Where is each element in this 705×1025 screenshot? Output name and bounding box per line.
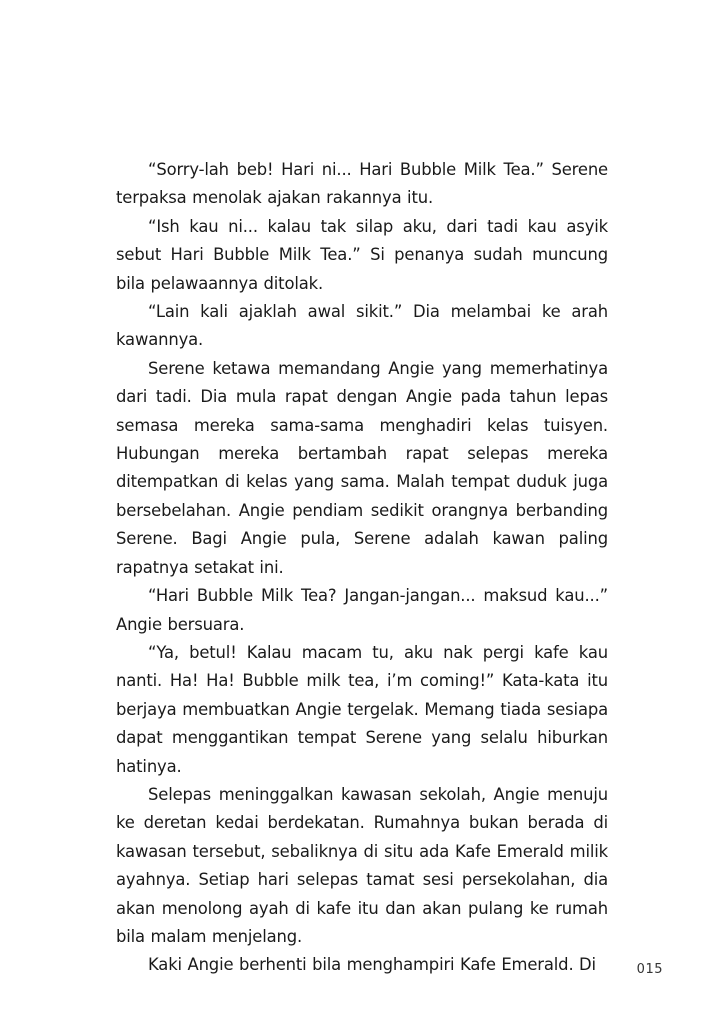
paragraph: Serene ketawa memandang Angie yang memerhatinya dari tadi. Dia mula rapat dengan Angie pada tahun lepas semasa mereka sama-sama menghadiri kelas tuisyen. Hubungan mereka bertambah rapat selepas mereka ditempatkan di kelas yang sama. Malah tempat duduk juga bersebelahan. Angie pendiam sedikit orangnya berbanding Serene. Bagi Angie pula, Serene adalah kawan paling rapatnya setakat ini.	[116, 358, 608, 577]
paragraph: “Lain kali ajaklah awal sikit.” Dia melambai ke arah kawannya.	[116, 302, 608, 350]
page-number: 015	[636, 962, 663, 977]
paragraph: “Hari Bubble Milk Tea? Jangan-jangan... maksud kau...” Angie bersuara.	[116, 586, 608, 634]
paragraph: “Sorry-lah beb! Hari ni... Hari Bubble Milk Tea.” Serene terpaksa menolak ajakan rakannya itu.	[116, 160, 608, 208]
body-text	[116, 156, 608, 980]
paragraph: “Ish kau ni... kalau tak silap aku, dari tadi kau asyik sebut Hari Bubble Milk Tea.” Si penanya sudah muncung bila pelawaannya ditolak.	[116, 216, 608, 293]
paragraph: Kaki Angie berhenti bila menghampiri Kafe Emerald. Di	[148, 955, 596, 975]
paragraph: “Ya, betul! Kalau macam tu, aku nak pergi kafe kau nanti. Ha! Ha! Bubble milk tea, i’m coming!” Kata-kata itu berjaya membuatkan Angie tergelak. Memang tiada sesiapa dapat menggantikan tempat Serene yang selalu hiburkan hatinya.	[116, 642, 608, 776]
paragraph: Selepas meninggalkan kawasan sekolah, Angie menuju ke deretan kedai berdekatan. Rumahnya bukan berada di kawasan tersebut, sebaliknya di situ ada Kafe Emerald milik ayahnya. Setiap hari selepas tamat sesi persekolahan, dia akan menolong ayah di kafe itu dan akan pulang ke rumah bila malam menjelang.	[116, 784, 608, 946]
